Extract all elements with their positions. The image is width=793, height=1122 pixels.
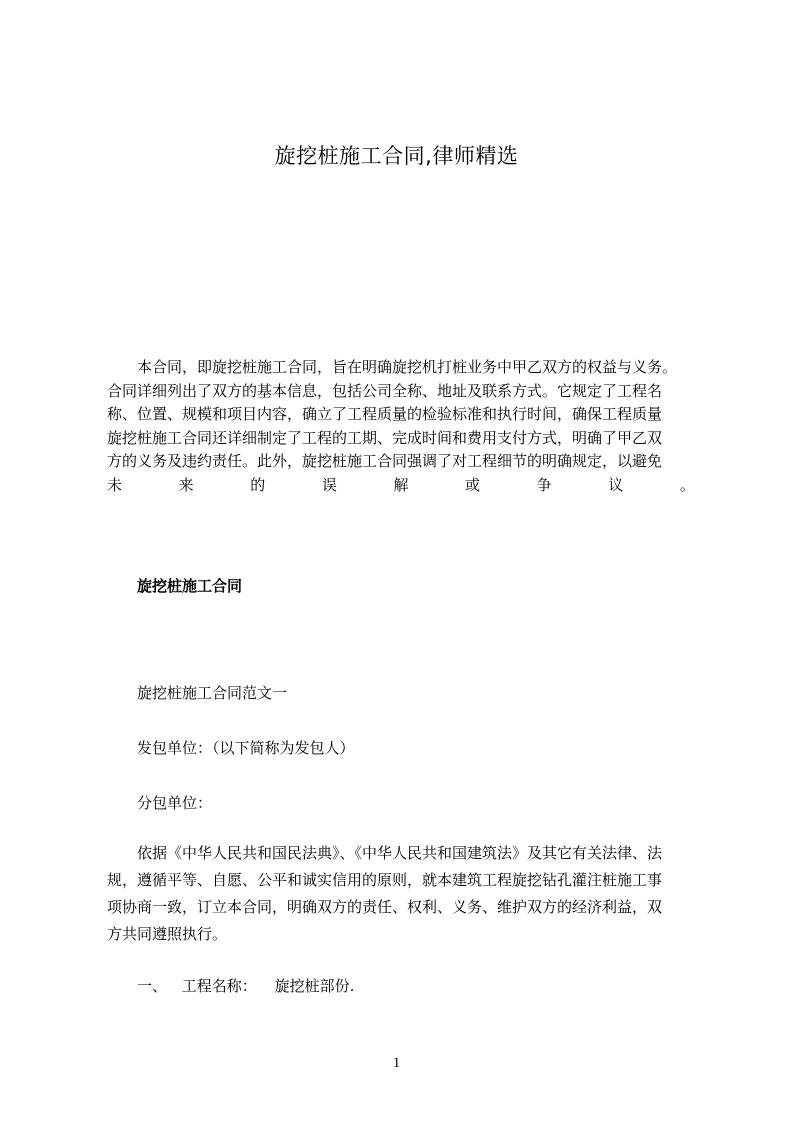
basis-line: 依据《中华人民共和国民法典》、《中华人民共和国建筑法》及其它有关法律、法 — [137, 844, 663, 862]
summary-char: 。 — [679, 475, 695, 494]
summary-char: 误 — [321, 475, 337, 494]
summary-char: 来 — [178, 475, 194, 494]
clause-label: 工程名称： — [181, 977, 257, 995]
summary-line: 方的义务及违约责任。此外，旋挖桩施工合同强调了对工程细节的明确规定，以避免 — [107, 452, 663, 470]
clause-1 — [137, 975, 354, 996]
summary-char: 解 — [393, 475, 409, 494]
summary-char: 或 — [465, 475, 481, 494]
summary-char: 的 — [250, 475, 266, 494]
clause-number: 一、 — [137, 977, 168, 995]
summary-line: 本合同，即旋挖桩施工合同，旨在明确旋挖机打桩业务中甲乙双方的权益与义务。 — [137, 358, 678, 376]
document-title: 旋挖桩施工合同,律师精选 — [274, 144, 519, 168]
contractor-line: 发包单位：（以下简称为发包人） — [137, 739, 355, 757]
summary-char: 争 — [536, 475, 552, 494]
basis-line: 方共同遵照执行。 — [107, 925, 228, 943]
page-number: 1 — [392, 1055, 401, 1071]
basis-line: 项协商一致，订立本合同，明确双方的责任、权利、义务、维护双方的经济利益，双 — [107, 898, 663, 916]
basis-paragraph — [107, 840, 707, 948]
summary-line: 旋挖桩施工合同还详细制定了工程的工期、完成时间和费用支付方式，明确了甲乙双 — [107, 428, 663, 447]
sample-title: 旋挖桩施工合同范文一 — [137, 684, 288, 702]
section-heading: 旋挖桩施工合同 — [137, 577, 243, 595]
basis-line: 规，遵循平等、自愿、公平和诚实信用的原则，就本建筑工程旋挖钻孔灌注桩施工事 — [107, 871, 663, 889]
summary-line: 合同详细列出了双方的基本信息，包括公司全称、地址及联系方式。它规定了工程名 — [107, 381, 663, 400]
summary-paragraph — [107, 356, 707, 497]
clause-value: 旋挖桩部份. — [274, 977, 355, 995]
summary-char: 未 — [107, 475, 123, 494]
subcontractor-line: 分包单位： — [137, 794, 213, 812]
summary-char: 议 — [608, 475, 624, 494]
summary-line: 称、位置、规模和项目内容，确立了工程质量的检验标准和执行时间，确保工程质量 — [107, 405, 663, 423]
summary-last-line — [107, 474, 695, 498]
